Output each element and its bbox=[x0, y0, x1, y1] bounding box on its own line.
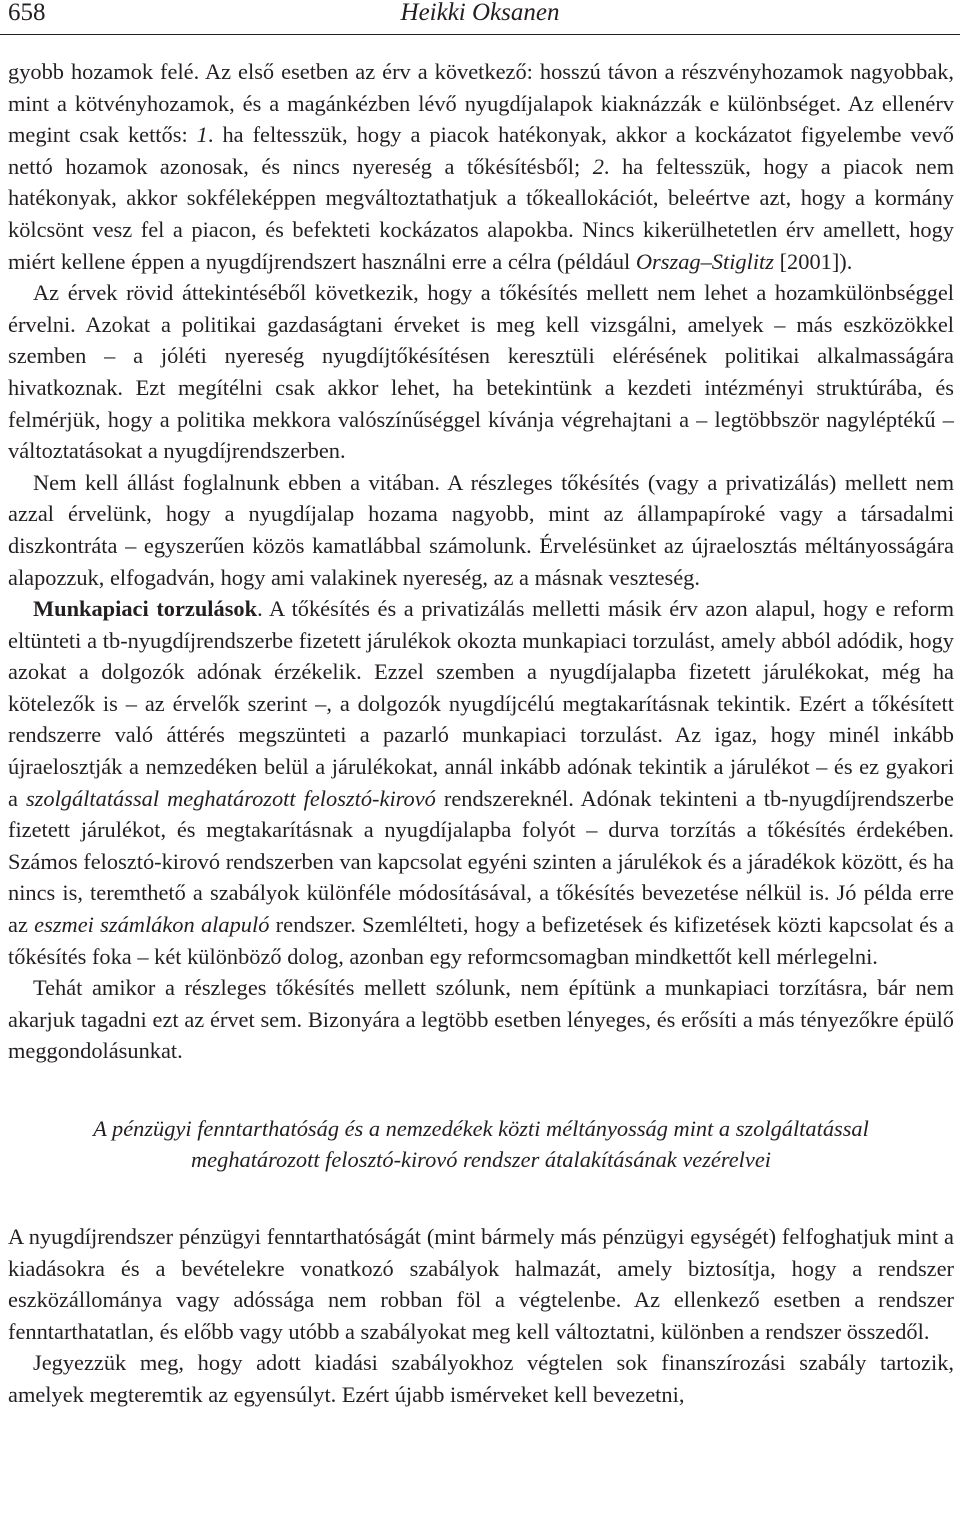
text-run: Az érvek rövid áttekintéséből következik, hogy a tőkésítés mellett nem lehet a hozamkülönbséggel érvelni. Azokat a politikai gazdaságtani érveket is meg kell vizsgálni, amelyek – más eszközökkel szemben – a jóléti nyereség nyugdíjtőkésítésen keresztüli elérésének politikai alkalmasságára hivatkoznak. Ezt megítélni csak akkor lehet, ha betekintünk a kezdeti intézményi struktúrába, és felmérjük, hogy a politika mekkora valószínűséggel kívánja végrehajtani a – legtöbbször nagyléptékű – változtatásokat a nyugdíjrendszerben. bbox=[8, 280, 954, 464]
text-run: rendszer. Szemlélteti, hogy a befizetések és kifizetések közti kapcsolat és a tőkésítés foka – két különböző dolog, azonban egy reformcsomagban mindkettőt kell mérlegelni. bbox=[8, 912, 954, 969]
paragraph bbox=[8, 593, 954, 972]
paragraph bbox=[8, 467, 954, 593]
paragraph bbox=[8, 972, 954, 1067]
section-title bbox=[8, 1113, 954, 1175]
text-run: gyobb hozamok felé. Az első esetben az érv a következő: hosszú távon a részvényhozamok nagyobbak, mint a kötvényhozamok, és a magánkézben lévő nyugdíjalapok kiaknázzák e különbséget. Az ellenérv megint csak kettős: bbox=[8, 59, 954, 148]
italic-text: Orszag–Stiglitz bbox=[635, 248, 774, 274]
body-text bbox=[8, 56, 954, 1411]
paragraph bbox=[8, 277, 954, 467]
text-run: [2001]). bbox=[774, 248, 853, 274]
running-head bbox=[0, 0, 960, 35]
text-run: Tehát amikor a részleges tőkésítés mellett szólunk, nem építünk a munkapiaci torzításra, bár nem akarjuk tagadni ezt az érvet sem. Bizonyára a legtöbb esetben lényeges, és erősíti a más tényezőkre épülő meggondolásunkat. bbox=[8, 975, 954, 1064]
section-title-line-1: A pénzügyi fenntarthatóság és a nemzedékek közti méltányosság mint a szolgáltatással bbox=[93, 1116, 869, 1141]
paragraph-group-2 bbox=[8, 1221, 954, 1411]
text-run: A nyugdíjrendszer pénzügyi fenntarthatóságát (mint bármely más pénzügyi egységét) felfoghatjuk mint a kiadásokra és a bevételekre vonatkozó szabályok halmazát, amely biztosítja, hogy a rendszer eszközállománya vagy adóssága nem robban föl a végtelenbe. Az ellenkező esetben a rendszer fenntarthatatlan, és előbb vagy utóbb a szabályokat meg kell változtatni, különben a rendszer összedől. bbox=[8, 1224, 954, 1344]
text-run: rendszereknél. Adónak tekinteni a tb-nyugdíjrendszerbe fizetett járulékot, és megtakarításnak a nyugdíjalapba folyót – durva torzítás a tőkésítés érdekében. Számos felosztó-kirovó rendszerben van kapcsolat egyéni szinten a járulékok és a járadékok között, és ha nincs is, teremthető a szabályok különféle módosításával, a tőkésítés bevezetése nélkül is. Jó példa erre az bbox=[8, 785, 954, 938]
text-run: . A tőkésítés és a privatizálás melletti másik érv azon alapul, hogy e reform eltünteti a tb-nyugdíjrendszerbe fizetett járulékok okozta munkapiaci torzulást, amely abból adódik, hogy azokat a dolgozók adónak érzékelik. Ezzel szemben a nyugdíjalapba fizetett járulékokat, még ha kötelezők is – az érvelők szerint –, a dolgozók nyugdíjcélú megtakarításnak tekintik. Ezért a tőkésített rendszerre való áttérés megszünteti a pazarló munkapiaci torzulást. Az igaz, hogy minél inkább újraelosztják a nemzedéken belül a járulékokat, annál inkább adónak tekintik a járulékot – és ez gyakori a bbox=[8, 596, 954, 811]
text-run: . ha feltesszük, hogy a piacok hatékonyak, akkor a kockázatot figyelembe vevő nettó hozamok azonosak, és nincs nyereség a tőkésítésből; bbox=[8, 122, 954, 179]
text-run: Nem kell állást foglalnunk ebben a vitában. A részleges tőkésítés (vagy a privatizálás) mellett nem azzal érvelünk, hogy a nyugdíjalap hozama nagyobb, mint az állampapíroké vagy a társadalmi diszkontráta – egyszerűen közös kamatlábbal számolunk. Érvelésünket az újraelosztás méltányosságára alapozzuk, elfogadván, hogy ami valakinek nyereség, az a másnak veszteség. bbox=[8, 469, 954, 590]
paragraph bbox=[8, 1221, 954, 1347]
text-run: Jegyezzük meg, hogy adott kiadási szabályokhoz végtelen sok finanszírozási szabály tartozik, amelyek megteremtik az egyensúlyt. Ezért újabb ismérveket kell bevezetni, bbox=[8, 1350, 954, 1407]
italic-text: 1 bbox=[196, 122, 208, 148]
paragraph bbox=[8, 56, 954, 277]
italic-text: szolgáltatással meghatározott felosztó-kirovó bbox=[25, 785, 436, 811]
running-head-author: Heikki Oksanen bbox=[400, 0, 560, 26]
bold-run-in-heading: Munkapiaci torzulások bbox=[33, 596, 258, 622]
paragraph bbox=[8, 1347, 954, 1410]
italic-text: eszmei számlákon alapuló bbox=[34, 912, 270, 938]
paragraph-group-1 bbox=[8, 56, 954, 1067]
page-number: 658 bbox=[8, 0, 46, 26]
italic-text: 2 bbox=[592, 153, 604, 179]
section-title-line-2: meghatározott felosztó-kirovó rendszer átalakításának vezérelvei bbox=[191, 1147, 771, 1172]
text-run: . ha feltesszük, hogy a piacok nem hatékonyak, akkor sokféleképpen megváltoztathatjuk a tőkeallokációt, beleértve azt, hogy a kormány kölcsönt vesz fel a piacon, és befekteti kockázatos alapokba. Nincs kikerülhetetlen érv amellett, hogy miért kellene éppen a nyugdíjrendszert használni erre a célra (például bbox=[8, 153, 954, 274]
